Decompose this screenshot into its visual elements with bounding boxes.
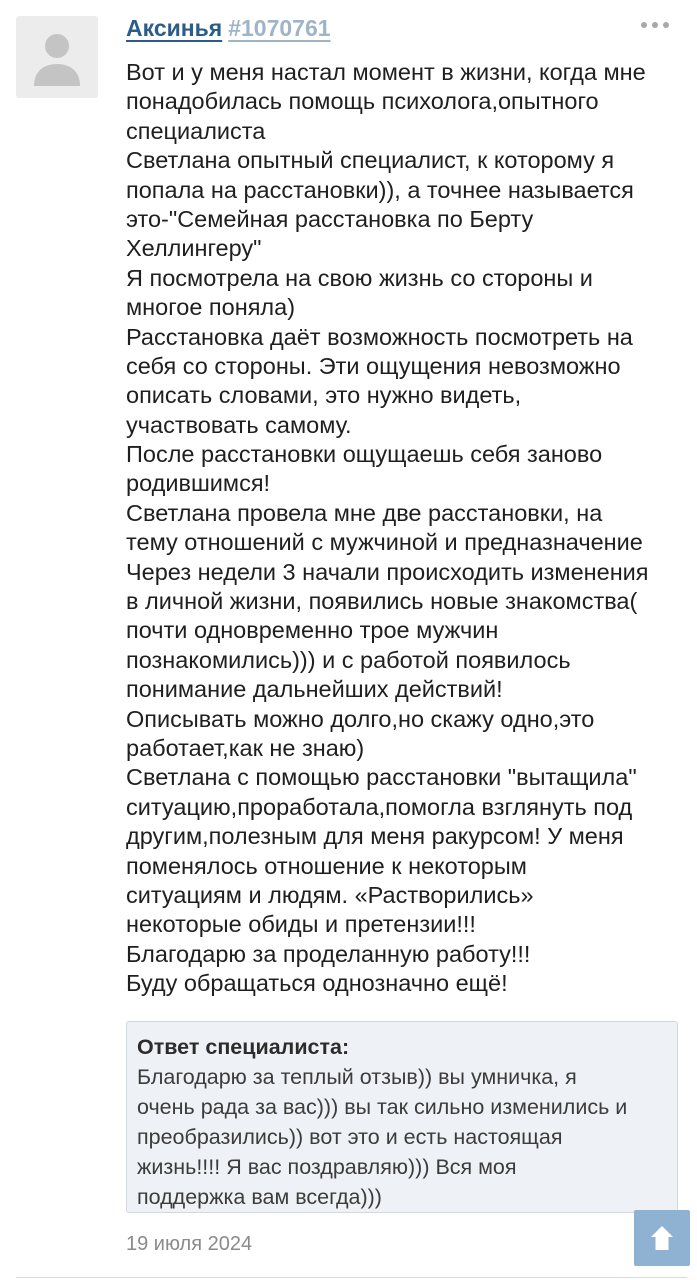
review-line: ситуацию,проработала,помогла взглянуть под [126,793,633,820]
review-line: понимание дальнейших действий! [126,676,503,703]
review-line: После расстановки ощущаешь себя заново [126,441,603,468]
more-dots-icon[interactable] [641,18,669,32]
reply-line: поддержка вам всегда))) [137,1185,382,1209]
review-line: другим,полезным для меня ракурсом! У меня [126,823,624,850]
reply-line: очень рада за вас))) вы так сильно изменились и [137,1095,628,1119]
review-line: поменялось отношение к некоторым [126,852,527,879]
review-line: специалиста [126,117,266,144]
review-line: Расстановка даёт возможность посмотреть на [126,323,633,350]
review-line: в личной жизни, появились новые знакомства( [126,588,638,615]
reply-line: Благодарю за теплый отзыв)) вы умничка, я [137,1065,577,1089]
review-line: работает,как не знаю) [126,734,365,761]
review-line: многое поняла) [126,294,296,321]
review-line: Светлана опытный специалист, к которому я [126,147,615,174]
author-name-link[interactable]: Аксинья [126,15,223,41]
scroll-to-top-button[interactable] [634,1210,690,1266]
reply-line: жизнь!!!! Я вас поздравляю))) Вся моя [137,1155,517,1179]
user-silhouette-icon [16,16,98,98]
post-id-link[interactable]: #1070761 [228,15,331,41]
dot [663,22,669,28]
review-line: Хеллингеру" [126,235,262,262]
review-text [126,58,686,999]
review-line: Вот и у меня настал момент в жизни, когда мне [126,59,646,85]
review-line: тему отношений с мужчиной и предназначение [126,529,643,556]
arrow-up-icon [648,1223,676,1253]
review-line: понадобилась помощь психолога,опытного [126,88,599,115]
reply-line: преобразились)) вот это и есть настоящая [137,1125,563,1149]
review-line: себя со стороны. Эти ощущения невозможно [126,352,621,379]
avatar[interactable] [16,16,98,98]
reply-title: Ответ специалиста: [137,1035,350,1059]
review-line: Описывать можно долго,но скажу одно,это [126,705,595,732]
review-line: это-"Семейная расстановка по Берту [126,205,534,232]
review-line: познакомились))) и с работой появилось [126,646,571,673]
dot [641,22,647,28]
divider [16,1277,687,1278]
review-line: Через недели 3 начали происходить изменения [126,558,649,585]
review-line: ситуациям и людям. «Растворились» [126,881,534,908]
review-line: попала на расстановки)), а точнее называется [126,176,634,203]
post-date: 19 июля 2024 [126,1233,253,1255]
review-line: родившимся! [126,470,271,497]
review-line: почти одновременно трое мужчин [126,617,499,644]
review-line: Благодарю за проделанную работу!!! [126,940,531,967]
review-line: Буду обращаться однозначно ещё! [126,970,508,997]
review-line: Светлана провела мне две расстановки, на [126,499,603,526]
review-line: Светлана с помощью расстановки "вытащила" [126,764,637,791]
review-line: участвовать самому. [126,411,352,438]
dot [652,22,658,28]
review-line: некоторые обиды и претензии!!! [126,911,476,938]
review-line: Я посмотрела на свою жизнь со стороны и [126,264,593,291]
review-line: описать словами, это нужно видеть, [126,382,522,409]
post-header [126,12,331,44]
specialist-reply [126,1021,678,1213]
